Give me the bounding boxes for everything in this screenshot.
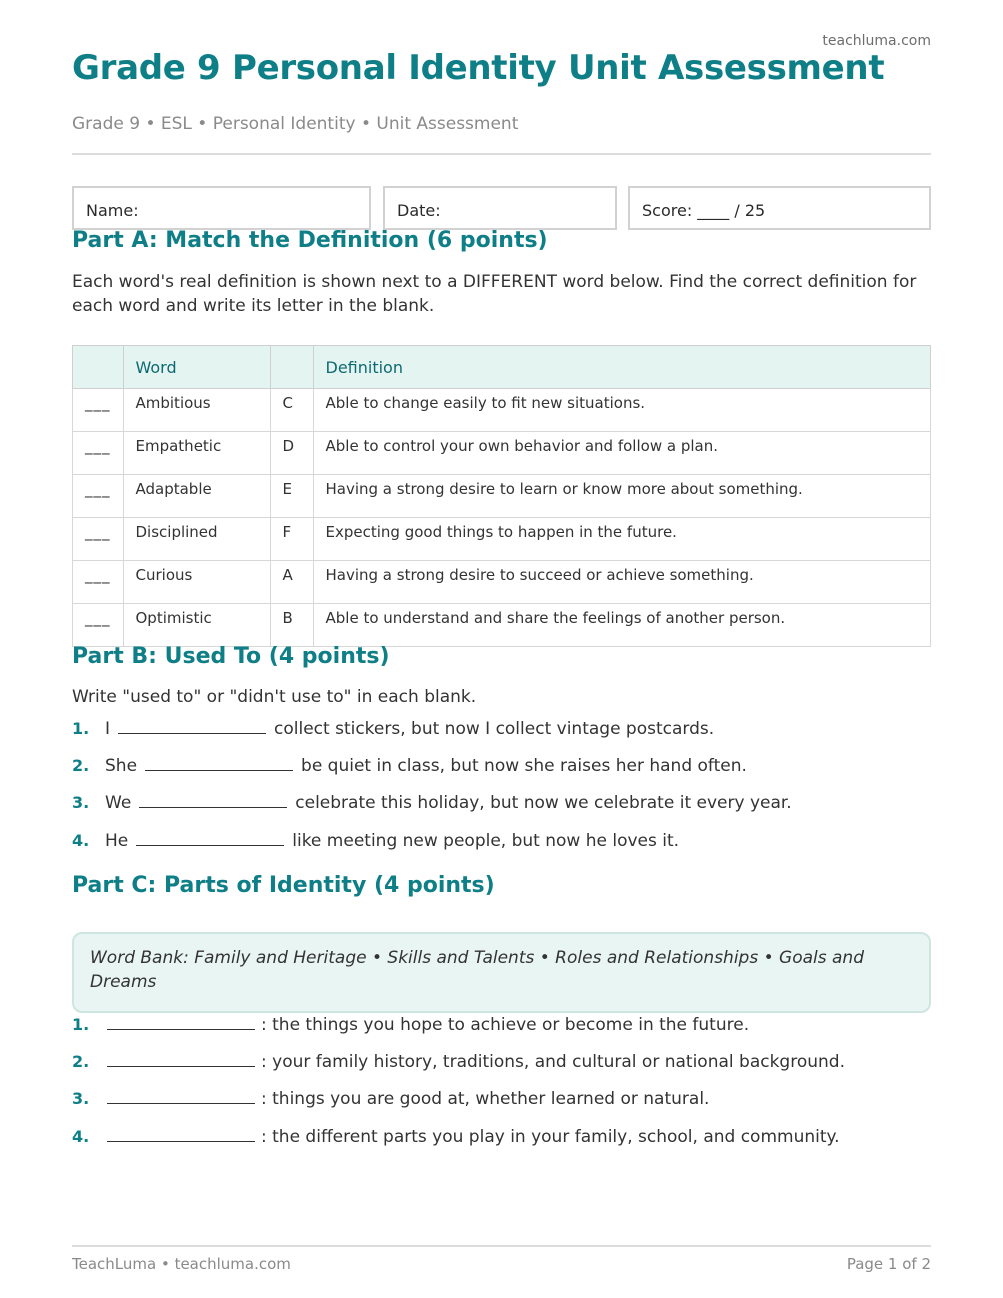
question-text: : the different parts you play in your family, school, and community.: [261, 1127, 840, 1147]
word-cell: Ambitious: [123, 389, 270, 432]
word-cell: Empathetic: [123, 432, 270, 475]
header-letter: [270, 346, 313, 389]
answer-blank-line[interactable]: [107, 1053, 255, 1067]
table-row: [73, 561, 931, 604]
definition-cell: Able to change easily to fit new situations.: [313, 389, 931, 432]
worksheet-page: [72, 0, 931, 1298]
question-subject: He: [105, 831, 129, 851]
answer-blank[interactable]: ___: [73, 518, 124, 561]
part-c-title: Part C: Parts of Identity (4 points): [72, 873, 495, 898]
question-text: : your family history, traditions, and cultural or national background.: [261, 1052, 845, 1072]
question-text: collect stickers, but now I collect vintage postcards.: [274, 719, 715, 739]
answer-blank-line[interactable]: [107, 1128, 255, 1142]
answer-blank[interactable]: ___: [73, 475, 124, 518]
answer-blank-line[interactable]: [145, 757, 293, 771]
definition-cell: Able to understand and share the feelings of another person.: [313, 604, 931, 647]
question-text: : things you are good at, whether learned or natural.: [261, 1089, 710, 1109]
word-cell: Curious: [123, 561, 270, 604]
letter-cell: A: [270, 561, 313, 604]
list-item: [72, 793, 931, 817]
table-row: [73, 604, 931, 647]
table-row: [73, 475, 931, 518]
list-item: [72, 1052, 931, 1076]
question-number: 2.: [72, 756, 90, 775]
table-row: [73, 432, 931, 475]
page-number: Page 1 of 2: [846, 1255, 931, 1273]
letter-cell: E: [270, 475, 313, 518]
header-word: Word: [123, 346, 270, 389]
question-number: 3.: [72, 1089, 90, 1108]
letter-cell: B: [270, 604, 313, 647]
question-number: 3.: [72, 793, 90, 812]
part-a-title: Part A: Match the Definition (6 points): [72, 228, 548, 253]
word-cell: Adaptable: [123, 475, 270, 518]
answer-blank[interactable]: ___: [73, 432, 124, 475]
question-number: 2.: [72, 1052, 90, 1071]
list-item: [72, 1089, 931, 1113]
footer-brand: TeachLuma • teachluma.com: [72, 1255, 291, 1273]
definition-cell: Having a strong desire to succeed or achieve something.: [313, 561, 931, 604]
answer-blank[interactable]: ___: [73, 389, 124, 432]
word-bank: Word Bank: Family and Heritage • Skills and Talents • Roles and Relationships • Goals and Dreams: [72, 932, 931, 1013]
name-label: Name:: [86, 201, 139, 220]
word-cell: Disciplined: [123, 518, 270, 561]
answer-blank-line[interactable]: [118, 720, 266, 734]
answer-blank-line[interactable]: [139, 794, 287, 808]
definition-cell: Having a strong desire to learn or know more about something.: [313, 475, 931, 518]
question-number: 1.: [72, 1015, 90, 1034]
letter-cell: D: [270, 432, 313, 475]
header-definition: Definition: [313, 346, 931, 389]
list-item: [72, 831, 931, 855]
question-subject: She: [105, 756, 138, 776]
answer-blank-line[interactable]: [107, 1016, 255, 1030]
question-text: : the things you hope to achieve or become in the future.: [261, 1015, 750, 1035]
question-number: 4.: [72, 831, 90, 850]
header-blank: [73, 346, 124, 389]
question-text: celebrate this holiday, but now we celebrate it every year.: [295, 793, 792, 813]
letter-cell: F: [270, 518, 313, 561]
name-field[interactable]: [72, 186, 371, 230]
footer-divider: [72, 1245, 931, 1247]
question-text: like meeting new people, but now he loves it.: [292, 831, 680, 851]
score-field[interactable]: [628, 186, 931, 230]
part-a-instructions: Each word's real definition is shown next to a DIFFERENT word below. Find the correct definition for each word and write its letter in the blank.: [72, 272, 917, 316]
answer-blank[interactable]: ___: [73, 561, 124, 604]
definition-cell: Able to control your own behavior and follow a plan.: [313, 432, 931, 475]
word-cell: Optimistic: [123, 604, 270, 647]
letter-cell: C: [270, 389, 313, 432]
question-subject: I: [105, 719, 111, 739]
page-title: Grade 9 Personal Identity Unit Assessment: [72, 48, 885, 88]
header-divider: [72, 153, 931, 155]
part-b-instructions: Write "used to" or "didn't use to" in each blank.: [72, 687, 477, 707]
subtitle-meta: Grade 9 • ESL • Personal Identity • Unit Assessment: [72, 114, 519, 134]
score-label: Score: ____ / 25: [642, 201, 766, 220]
list-item: [72, 756, 931, 780]
definition-table: [72, 345, 931, 647]
date-label: Date:: [397, 201, 441, 220]
list-item: [72, 1127, 931, 1151]
answer-blank[interactable]: ___: [73, 604, 124, 647]
question-subject: We: [105, 793, 132, 813]
table-row: [73, 389, 931, 432]
question-number: 4.: [72, 1127, 90, 1146]
question-text: be quiet in class, but now she raises her hand often.: [301, 756, 747, 776]
table-row: [73, 518, 931, 561]
answer-blank-line[interactable]: [136, 832, 284, 846]
list-item: [72, 1015, 931, 1039]
table-header-row: [73, 346, 931, 389]
part-b-title: Part B: Used To (4 points): [72, 644, 390, 669]
answer-blank-line[interactable]: [107, 1090, 255, 1104]
site-url: teachluma.com: [822, 33, 931, 49]
question-number: 1.: [72, 719, 90, 738]
definition-cell: Expecting good things to happen in the future.: [313, 518, 931, 561]
date-field[interactable]: [383, 186, 617, 230]
list-item: [72, 719, 931, 743]
